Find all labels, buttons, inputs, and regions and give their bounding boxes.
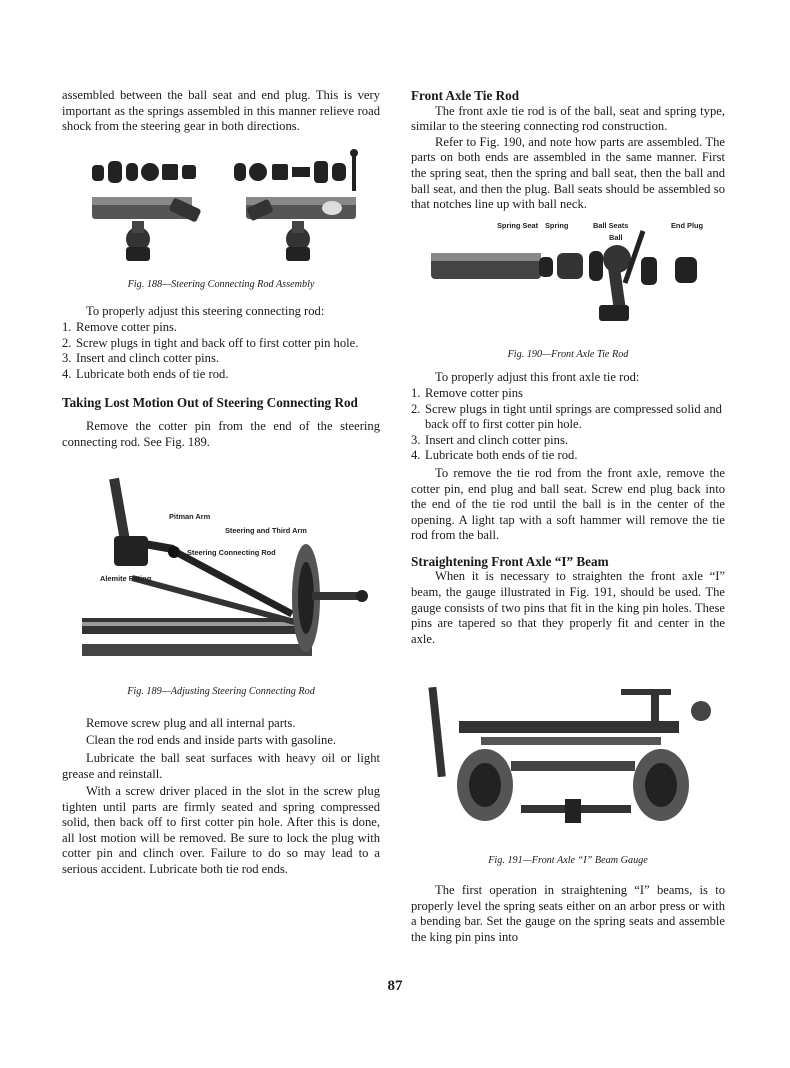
list-item: 1. Remove cotter pins — [411, 385, 523, 400]
final-paragraph: The first operation in straightening “I” beams, is to properly level the spring seats either on an arbor press or with a bending bar. Set the gauge on the spring seats and assemble the king pin pins into — [411, 883, 725, 944]
adjust-intro-left: To properly adjust this steering connecting rod: — [86, 304, 325, 319]
steps-list-right — [411, 386, 725, 464]
paragraph: Remove screw plug and all internal parts. — [86, 715, 296, 730]
list-item: 3. Insert and clinch cotter pins. — [62, 351, 220, 366]
page-number: 87 — [387, 978, 403, 994]
heading-i-beam: Straightening Front Axle “I” Beam — [411, 553, 609, 569]
paragraph: With a screw driver placed in the slot in the screw plug tighten until parts are firmly seated and spring compressed solid, then back off to first cotter pin hole. After this is done, all lost motion will be removed. Be sure to lock the plug with cotter pin and clinch over. Failure to do so may lead to a serious accident. Lubricate both tie rod ends. — [62, 784, 380, 877]
intro-paragraph: assembled between the ball seat and end plug. This is very important as the springs assembled in this manner relieve road shock from the steering gear in both directions. — [62, 88, 380, 134]
list-item: 3. Insert and clinch cotter pins. — [411, 432, 569, 447]
label-spring: Spring — [545, 220, 569, 230]
figure-191 — [411, 681, 725, 849]
list-item: 1. Remove cotter pins. — [62, 319, 178, 334]
list-item: 4. Lubricate both ends of tie rod. — [62, 366, 229, 381]
figure-189-caption: Fig. 189—Adjusting Steering Connecting Rod — [127, 686, 315, 698]
paragraph: Lubricate the ball seat surfaces with heavy oil or light grease and reinstall. — [62, 750, 380, 781]
figure-190-caption: Fig. 190—Front Axle Tie Rod — [507, 348, 629, 360]
i-beam-gauge-illustration — [411, 681, 725, 849]
steps-list-left — [62, 320, 380, 382]
tie-rod-illustration — [411, 220, 725, 343]
label-ball-seats: Ball Seats — [593, 220, 629, 230]
lost-motion-paragraph: Remove the cotter pin from the end of the steering connecting rod. See Fig. 189. — [62, 418, 380, 449]
list-item: 4. Lubricate both ends of tie rod. — [411, 448, 578, 463]
steering-connecting-rod-illustration — [62, 147, 380, 275]
i-beam-paragraph: When it is necessary to straighten the front axle “I” beam, the gauge illustrated in Fig. 191, should be used. The gauge consists of two pins that fit in the king pin holes. These pins are tapered so that they properly fit and center in the axle. — [411, 569, 725, 646]
right-column — [411, 88, 725, 945]
list-item: 2. Screw plugs in tight until springs are compressed solid and back off to first cotter pin hole. — [411, 401, 722, 432]
label-ball: Ball — [609, 232, 623, 242]
figure-188-caption: Fig. 188—Steering Connecting Rod Assembly — [127, 278, 315, 290]
tie-rod-paragraph-1: The front axle tie rod is of the ball, seat and spring type, similar to the steering connecting rod construction. — [411, 103, 725, 134]
figure-190 — [411, 220, 725, 343]
list-item: 2. Screw plugs in tight and back off to first cotter pin hole. — [62, 335, 359, 350]
label-steering-connecting-rod: Steering Connecting Rod — [187, 548, 276, 558]
steering-linkage-illustration — [62, 468, 380, 678]
paragraph: Clean the rod ends and inside parts with gasoline. — [86, 733, 337, 748]
label-end-plug: End Plug — [671, 220, 704, 230]
remove-tie-rod-paragraph: To remove the tie rod from the front axle, remove the cotter pin, end plug and ball seat. Screw end plug back into the end of the tie rod until the ball is in the center of the opening. A light tap with a soft hammer will remove the tie rod from the ball. — [411, 465, 725, 543]
label-spring-seat: Spring Seat — [497, 220, 539, 230]
figure-188 — [62, 147, 380, 275]
label-steering-third-arm: Steering and Third Arm — [225, 526, 307, 536]
label-pitman-arm: Pitman Arm — [169, 512, 211, 522]
figure-191-caption: Fig. 191—Front Axle “I” Beam Gauge — [488, 855, 648, 867]
adjust-intro-right: To properly adjust this front axle tie rod: — [435, 370, 640, 385]
heading-lost-motion: Taking Lost Motion Out of Steering Connecting Rod — [62, 395, 358, 411]
label-alemite-fitting: Alemite Fitting — [100, 574, 152, 584]
left-column — [62, 88, 380, 878]
figure-189 — [62, 468, 380, 678]
heading-tie-rod: Front Axle Tie Rod — [411, 88, 520, 103]
tie-rod-paragraph-2: Refer to Fig. 190, and note how parts are assembled. The parts on both ends are assembled in the same manner. First the spring seat, then the spring and ball seat, then the ball and ball seat, and then the plug. Ball seats should be assembled so that notches line up with ball neck. — [411, 134, 725, 212]
